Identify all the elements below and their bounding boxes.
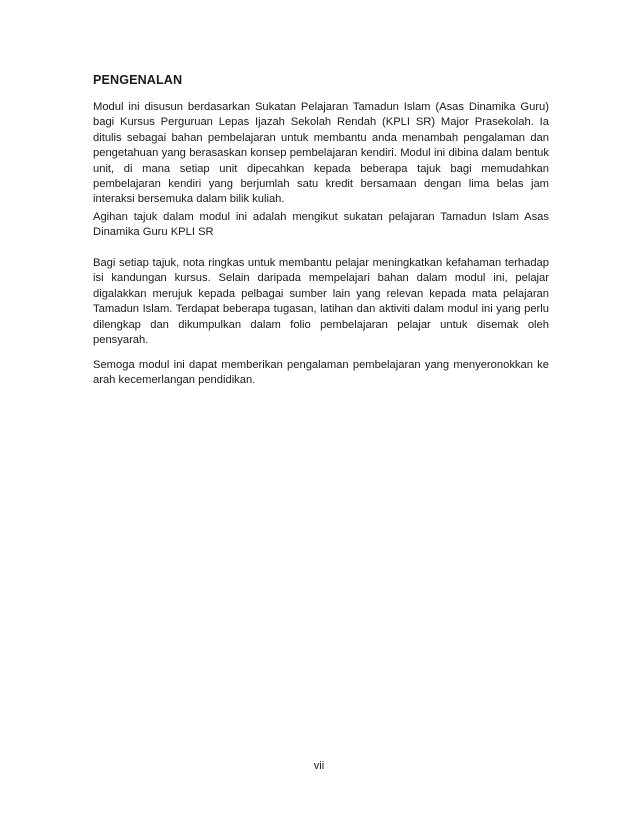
study-notes-paragraph: Bagi setiap tajuk, nota ringkas untuk membantu pelajar meningkatkan kefahaman terhadap isi kandungan kursus. Selain daripada mempelajari bahan dalam modul ini, pelajar digalakkan merujuk kepada pelbagai sumber lain yang relevan kepada mata pelajaran Tamadun Islam. Terdapat beberapa tugasan, latihan dan aktiviti dalam modul ini yang perlu dilengkap dan dikumpulkan dalam folio pembelajaran pelajar untuk disemak oleh pensyarah. xyxy=(93,257,549,347)
intro-paragraph: Modul ini disusun berdasarkan Sukatan Pelajaran Tamadun Islam (Asas Dinamika Guru) bagi Kursus Perguruan Lepas Ijazah Sekolah Rendah (KPLI SR) Major Prasekolah. Ia ditulis sebagai bahan pembelajaran untuk membantu anda menambah pengalaman dan pengetahuan yang berasaskan konsep pembelajaran kendiri. Modul ini dibina dalam bentuk unit, di mana setiap unit dipecahkan kepada beberapa tajuk bagi memudahkan pembelajaran kendiri yang berjumlah satu kredit bersamaan dengan lima belas jam interaksi bersemuka dalam bilik kuliah. xyxy=(93,101,549,206)
section-heading: PENGENALAN xyxy=(93,73,183,87)
closing-paragraph: Semoga modul ini dapat memberikan pengalaman pembelajaran yang menyeronokkan ke arah kecemerlangan pendidikan. xyxy=(93,359,549,387)
page-number: vii xyxy=(313,760,325,772)
topic-distribution-paragraph: Agihan tajuk dalam modul ini adalah mengikut sukatan pelajaran Tamadun Islam Asas Dinamika Guru KPLI SR xyxy=(93,211,549,239)
